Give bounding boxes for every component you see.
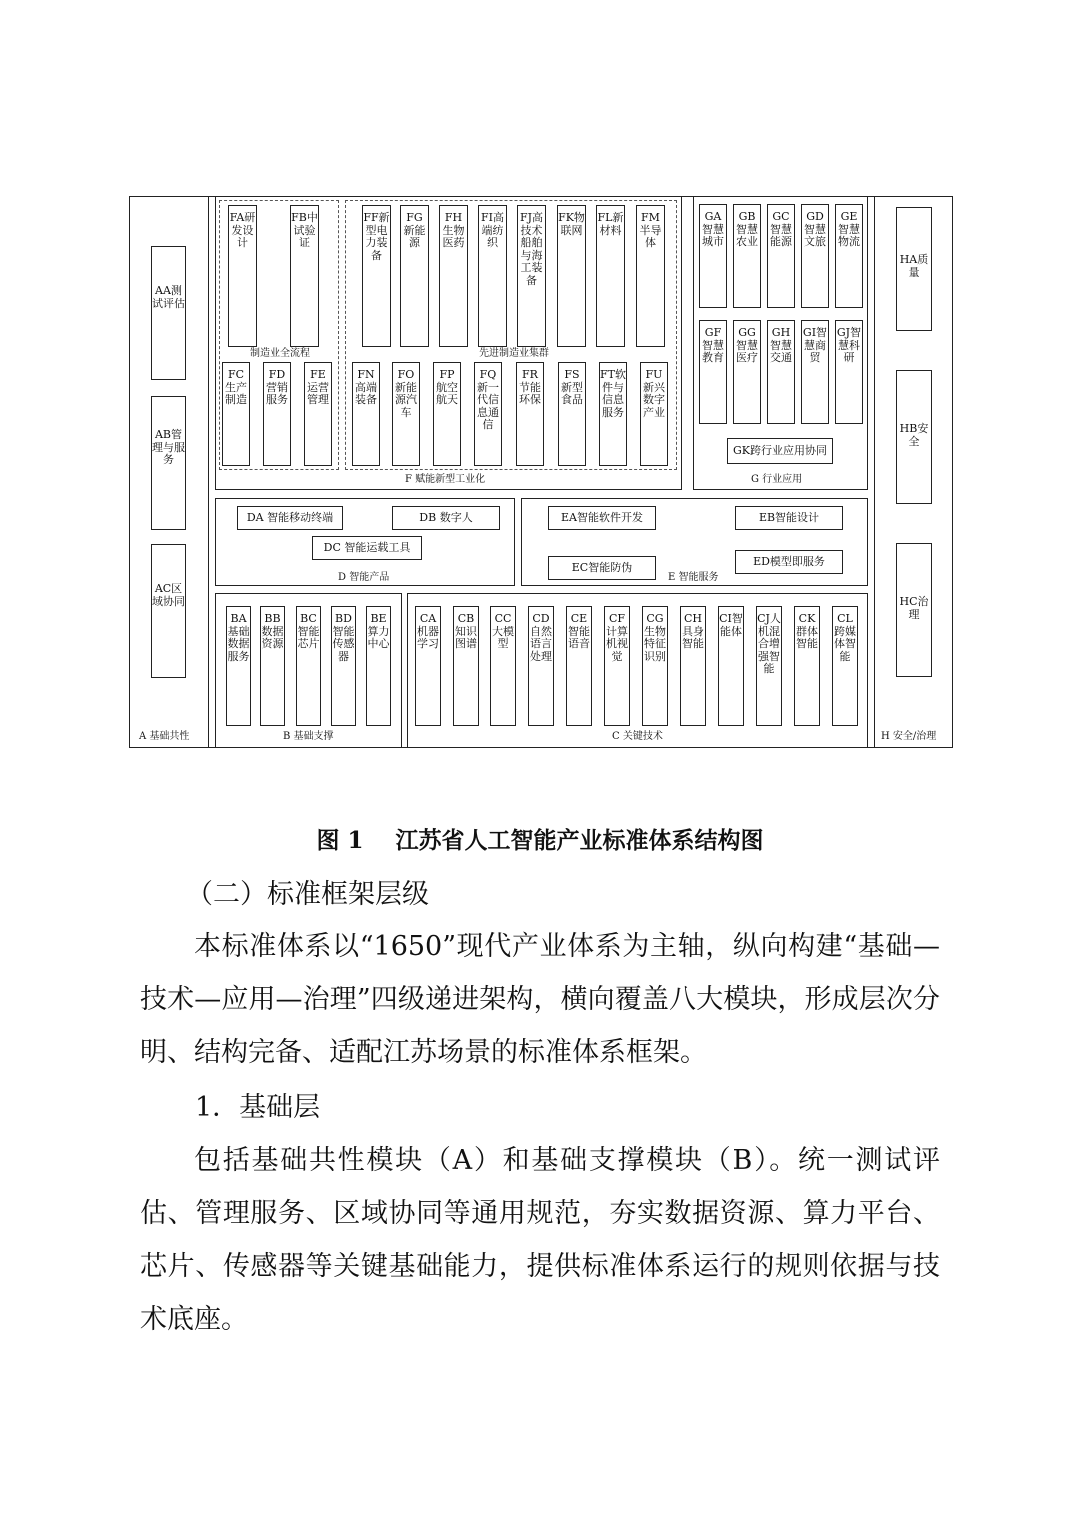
item-db: DB 数字人 bbox=[392, 506, 500, 530]
item-bb: BB数据资源 bbox=[260, 606, 285, 726]
item-da: DA 智能移动终端 bbox=[237, 506, 343, 530]
item-fm: FM半导体 bbox=[636, 205, 665, 347]
item-ed: ED模型即服务 bbox=[735, 550, 843, 574]
item-fd: FD营销服务 bbox=[263, 362, 291, 466]
item-ab: AB管理与服务 bbox=[151, 396, 186, 530]
section-title: （二）标准框架层级 bbox=[186, 879, 429, 910]
item-cb: CB知识图谱 bbox=[453, 606, 479, 726]
item-cf: CF计算机视觉 bbox=[604, 606, 630, 726]
figure-title: 图 1 江苏省人工智能产业标准体系结构图 bbox=[316, 827, 764, 854]
item-gh: GH智慧交通 bbox=[767, 320, 795, 424]
item-aa: AA测试评估 bbox=[151, 246, 186, 380]
subsection-title: 1．基础层 bbox=[195, 1092, 321, 1123]
module-a-caption: A 基础共性 bbox=[139, 731, 190, 742]
item-bd: BD智能传感器 bbox=[331, 606, 356, 726]
item-eb: EB智能设计 bbox=[735, 506, 843, 530]
mfg-process-label: 制造业全流程 bbox=[250, 348, 310, 359]
item-ca: CA机器学习 bbox=[415, 606, 441, 726]
item-ac: AC区域协同 bbox=[151, 544, 186, 678]
item-ga: GA智慧城市 bbox=[699, 204, 727, 308]
item-ff: FF新型电力装备 bbox=[362, 205, 391, 347]
paragraph-2: 包括基础共性模块（A）和基础支撑模块（B）。统一测试评估、管理服务、区域协同等通用规范，夯实数据资源、算力平台、芯片、传感器等关键基础能力，提供标准体系运行的规则依据与技术底座。 bbox=[140, 1145, 940, 1335]
item-ck: CK群体智能 bbox=[794, 606, 820, 726]
item-ha: HA质量 bbox=[896, 207, 932, 331]
item-ft: FT软件与信息服务 bbox=[599, 362, 627, 466]
item-fl: FL新材料 bbox=[596, 205, 625, 347]
item-fi: FI高端纺织 bbox=[478, 205, 507, 347]
module-g-caption: G 行业应用 bbox=[751, 474, 803, 485]
item-fr: FR节能环保 bbox=[516, 362, 544, 466]
item-fj: FJ高技术船舶与海工装备 bbox=[517, 205, 546, 347]
item-ec: EC智能防伪 bbox=[548, 556, 656, 580]
item-gg: GG智慧医疗 bbox=[733, 320, 761, 424]
module-e-caption: E 智能服务 bbox=[668, 572, 719, 583]
item-ba: BA基础数据服务 bbox=[226, 606, 251, 726]
item-cl: CL跨媒体智能 bbox=[832, 606, 858, 726]
item-hc: HC治理 bbox=[896, 543, 932, 677]
item-be: BE算力中心 bbox=[366, 606, 391, 726]
item-cg: CG生物特征识别 bbox=[642, 606, 668, 726]
cluster-label: 先进制造业集群 bbox=[479, 348, 549, 359]
module-f-caption: F 赋能新型工业化 bbox=[405, 474, 486, 485]
item-fc: FC生产制造 bbox=[222, 362, 250, 466]
item-ea: EA智能软件开发 bbox=[548, 506, 656, 530]
item-cc: CC大模型 bbox=[490, 606, 516, 726]
item-ci: CI智能体 bbox=[718, 606, 744, 726]
item-gk: GK跨行业应用协同 bbox=[727, 438, 833, 464]
item-gj: GJ智慧科研 bbox=[835, 320, 863, 424]
item-gb: GB智慧农业 bbox=[733, 204, 761, 308]
item-gf: GF智慧教育 bbox=[699, 320, 727, 424]
item-hb: HB安全 bbox=[896, 370, 932, 504]
module-c-caption: C 关键技术 bbox=[612, 731, 663, 742]
item-cd: CD自然语言处理 bbox=[528, 606, 554, 726]
item-fg: FG新能源 bbox=[400, 205, 429, 347]
item-fn: FN高端装备 bbox=[352, 362, 380, 466]
item-fk: FK物联网 bbox=[557, 205, 586, 347]
item-fh: FH生物医药 bbox=[439, 205, 468, 347]
item-fs: FS新型食品 bbox=[558, 362, 586, 466]
module-b-caption: B 基础支撑 bbox=[283, 731, 334, 742]
item-dc: DC 智能运载工具 bbox=[312, 536, 422, 560]
item-fo: FO新能源汽车 bbox=[392, 362, 420, 466]
item-fe: FE运营管理 bbox=[304, 362, 332, 466]
item-gi: GI智慧商贸 bbox=[801, 320, 829, 424]
item-fp: FP航空航天 bbox=[433, 362, 461, 466]
item-bc: BC智能芯片 bbox=[296, 606, 321, 726]
module-h-caption: H 安全/治理 bbox=[881, 731, 937, 742]
item-gc: GC智慧能源 bbox=[767, 204, 795, 308]
item-fb: FB中试验证 bbox=[290, 205, 319, 347]
item-ce: CE智能语音 bbox=[566, 606, 592, 726]
item-cj: CJ人机混合增强智能 bbox=[756, 606, 782, 726]
module-d-caption: D 智能产品 bbox=[338, 572, 390, 583]
item-fa: FA研发设计 bbox=[228, 205, 257, 347]
item-gd: GD智慧文旅 bbox=[801, 204, 829, 308]
paragraph-1: 本标准体系以“1650”现代产业体系为主轴，纵向构建“基础—技术—应用—治理”四级递进架构，横向覆盖八大模块，形成层次分明、结构完备、适配江苏场景的标准体系框架。 bbox=[140, 931, 940, 1068]
item-fq: FQ新一代信息通信 bbox=[474, 362, 502, 466]
item-fu: FU新兴数字产业 bbox=[640, 362, 668, 466]
item-ge: GE智慧物流 bbox=[835, 204, 863, 308]
item-ch: CH具身智能 bbox=[680, 606, 706, 726]
